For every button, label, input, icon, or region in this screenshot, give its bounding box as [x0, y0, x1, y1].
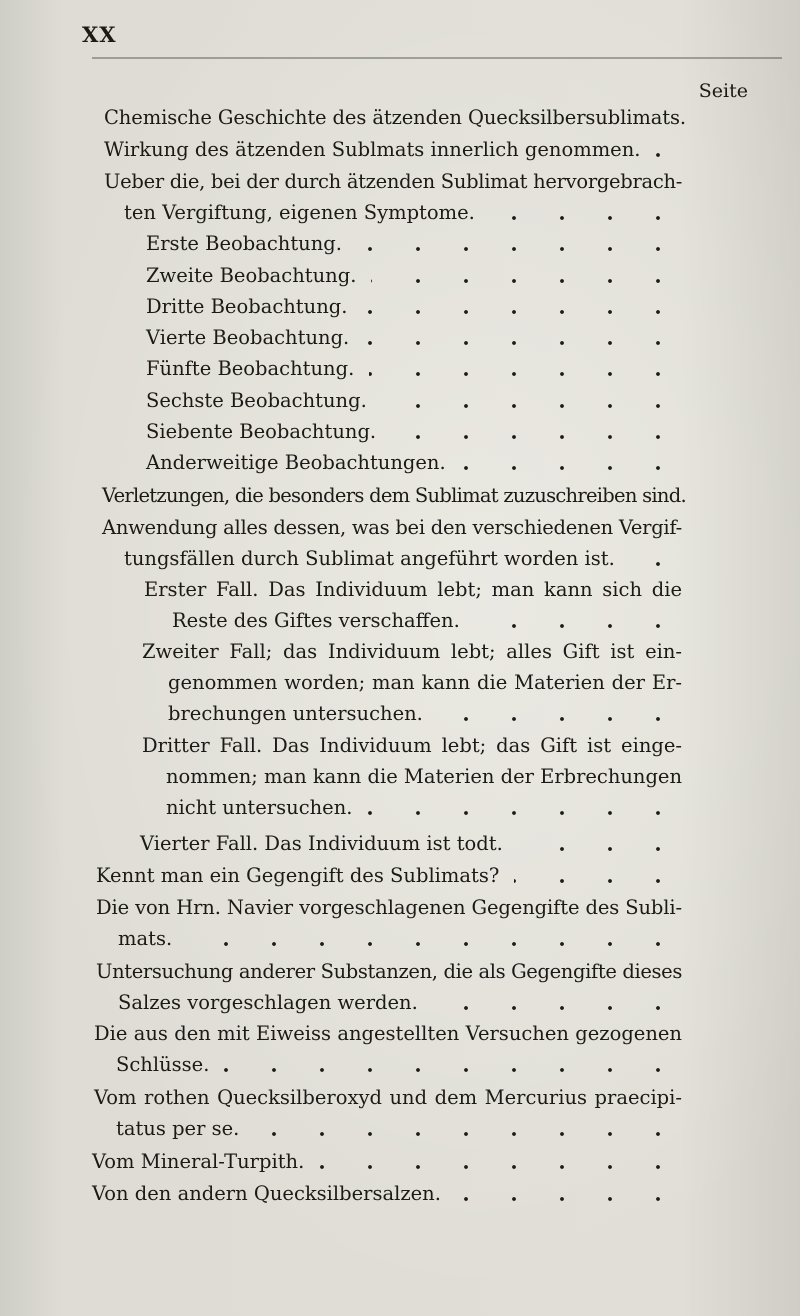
leader-dots	[655, 153, 682, 157]
toc-entry-title-line: Wirkung des ätzenden Sublmats innerlich genommen.	[104, 138, 641, 161]
toc-entry-title-line: genommen worden; man kann die Materien der Er-	[168, 671, 682, 694]
toc-entry-title-line: tungsfällen durch Sublimat angeführt worden ist.	[124, 547, 615, 570]
leader-dots	[364, 341, 682, 345]
toc-entry-title-line: Ueber die, bei der durch ätzenden Sublimat hervorgebrach-	[104, 170, 682, 193]
page-number: XX	[82, 22, 117, 47]
toc-entry-title-line: Die von Hrn. Navier vorgeschlagenen Gegengifte des Subli-	[96, 896, 682, 919]
leader-dots	[489, 216, 682, 220]
toc-entry-title-line: Dritte Beobachtung.	[146, 295, 348, 318]
leader-dots	[460, 466, 682, 470]
leader-dots	[362, 310, 682, 314]
toc-entry-title-line: Sechste Beobachtung.	[146, 389, 367, 412]
toc-entry-title-line: Schlüsse.	[116, 1053, 210, 1076]
toc-entry-title-line: Die aus den mit Eiweiss angestellten Versuchen gezogenen	[94, 1022, 682, 1045]
toc-entry-title-line: Salzes vorgeschlagen werden.	[118, 991, 418, 1014]
leader-dots	[437, 717, 682, 721]
toc-entry-title-line: Erste Beobachtung.	[146, 232, 342, 255]
toc-entry-title-line: tatus per se.	[116, 1117, 240, 1140]
toc-entry-title-line: Fünfte Beobachtung.	[146, 357, 355, 380]
toc-entry-title-line: Vom rothen Quecksilberoxyd und dem Mercurius praecipi-	[94, 1086, 682, 1109]
leader-dots	[369, 372, 682, 376]
leader-dots	[319, 1165, 682, 1169]
leader-dots	[514, 879, 682, 883]
leader-dots	[474, 624, 682, 628]
leader-dots	[455, 1197, 682, 1201]
leader-dots	[367, 811, 682, 815]
leader-dots	[517, 847, 682, 851]
toc-entry-title-line: Reste des Giftes verschaffen.	[172, 609, 460, 632]
toc-entry-title-line: Von den andern Quecksilbersalzen.	[92, 1182, 441, 1205]
toc-entry-title-line: nicht untersuchen.	[166, 796, 353, 819]
leader-dots	[629, 562, 682, 566]
toc-entry-title-line: Anwendung alles dessen, was bei den verschiedenen Vergif-	[102, 516, 682, 539]
leader-dots	[371, 279, 682, 283]
leader-dots	[254, 1132, 682, 1136]
leader-dots	[356, 247, 682, 251]
toc-entry-title-line: Siebente Beobachtung.	[146, 420, 377, 443]
toc-entry-title-line: ten Vergiftung, eigenen Symptome.	[124, 201, 475, 224]
page-column-label: Seite	[698, 80, 748, 102]
toc-entry-title-line: Dritter Fall. Das Individuum lebt; das Gift ist einge-	[142, 734, 682, 757]
toc-entry-title-line: Zweiter Fall; das Individuum lebt; alles Gift ist ein-	[142, 640, 682, 663]
toc-entry-title-line: Untersuchung anderer Substanzen, die als Gegengifte dieses	[96, 960, 682, 983]
toc-entry-title-line: Verletzungen, die besonders dem Sublimat zuzuschreiben sind.	[102, 484, 686, 507]
toc-entry-title-line: Chemische Geschichte des ätzenden Quecksilbersublimats.	[104, 106, 686, 129]
toc-entry-title-line: Kennt man ein Gegengift des Sublimats?	[96, 864, 500, 887]
leader-dots	[187, 942, 682, 946]
leader-dots	[381, 404, 682, 408]
toc-entry-title-line: brechungen untersuchen.	[168, 702, 423, 725]
toc-entry-title-line: Vom Mineral-Turpith.	[92, 1150, 305, 1173]
header-rule	[92, 57, 782, 59]
leader-dots	[391, 435, 682, 439]
toc-entry-title-line: nommen; man kann die Materien der Erbrechungen	[166, 765, 682, 788]
toc-entry-title-line: Anderweitige Beobachtungen.	[146, 451, 446, 474]
toc-entry-title-line: Vierter Fall. Das Individuum ist todt.	[140, 832, 503, 855]
toc-entry-title-line: Zweite Beobachtung.	[146, 264, 357, 287]
toc-entry-title-line: mats.	[118, 927, 173, 950]
leader-dots	[224, 1068, 682, 1072]
toc-entry-title-line: Erster Fall. Das Individuum lebt; man kann sich die	[144, 578, 682, 601]
leader-dots	[432, 1006, 682, 1010]
toc-entry-title-line: Vierte Beobachtung.	[146, 326, 350, 349]
